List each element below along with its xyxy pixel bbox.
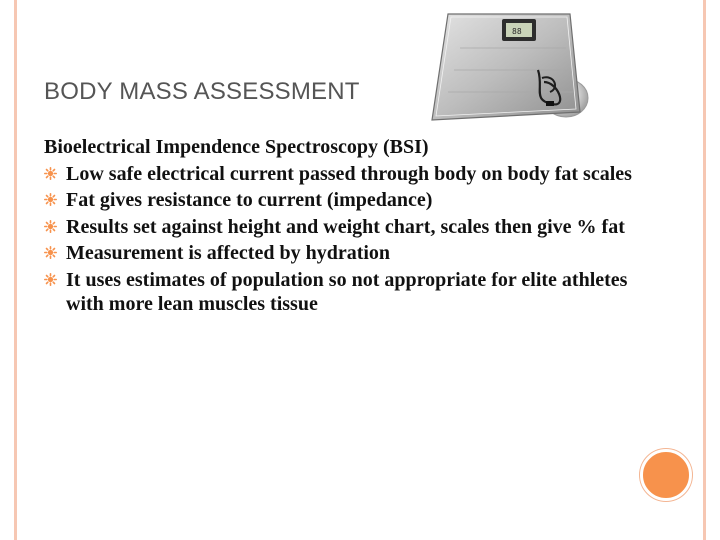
right-decorative-rule	[703, 0, 706, 540]
left-decorative-rule	[14, 0, 17, 540]
sun-bullet-icon	[44, 220, 57, 233]
bullet-list	[44, 162, 644, 317]
sun-bullet-icon	[44, 167, 57, 180]
svg-text:88: 88	[512, 27, 522, 36]
bullet-item	[44, 188, 644, 213]
slide-subheading: Bioelectrical Impendence Spectroscopy (BSI)	[44, 136, 429, 158]
bullet-item	[44, 215, 644, 240]
bullet-item	[44, 162, 644, 187]
bullet-text: Low safe electrical current passed through body on body fat scales	[66, 162, 632, 185]
slide-content	[44, 135, 644, 319]
sun-bullet-icon	[44, 193, 57, 206]
orange-circle-decoration	[640, 449, 692, 501]
bullet-text: Fat gives resistance to current (impedance)	[66, 189, 433, 211]
bullet-text: It uses estimates of population so not appropriate for elite athletes with more lean muscles tissue	[66, 268, 628, 315]
body-fat-scale-image	[420, 8, 592, 126]
sun-bullet-icon	[44, 246, 57, 259]
bullet-item	[44, 268, 644, 317]
bullet-text: Results set against height and weight chart, scales then give % fat	[66, 215, 625, 238]
sun-bullet-icon	[44, 273, 57, 286]
bullet-text: Measurement is affected by hydration	[66, 242, 391, 264]
slide-title: BODY MASS ASSESSMENT	[44, 78, 360, 105]
bullet-item	[44, 241, 644, 266]
